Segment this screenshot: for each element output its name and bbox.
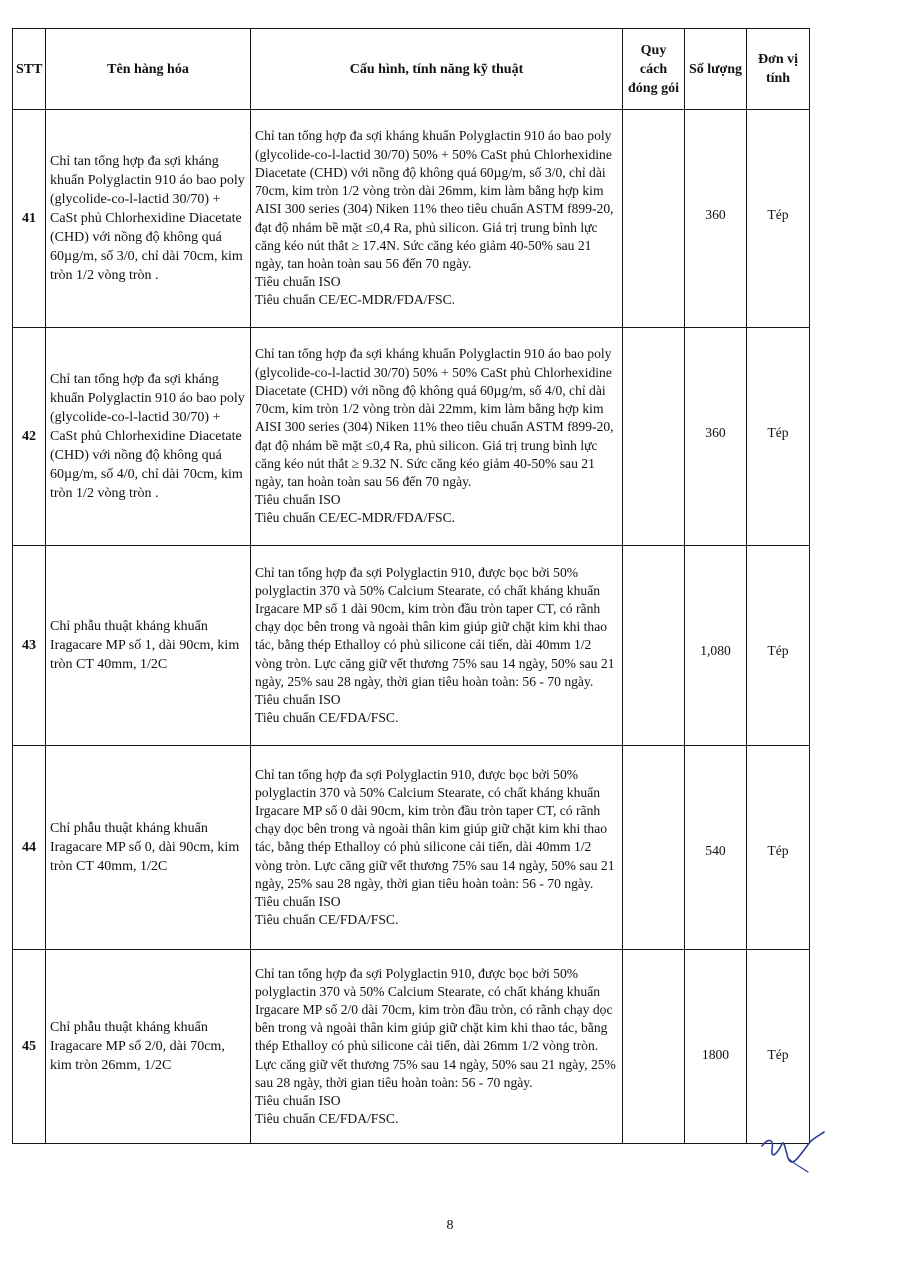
row-unit: Tép (747, 546, 810, 746)
spec-text: Chỉ tan tổng hợp đa sợi Polyglactin 910, được bọc bởi 50% polyglactin 370 và 50% Calcium Stearate, có chất kháng khuẩn Irgacare MP số 1 dài 90cm, kim tròn đầu tròn taper CT, có rãnh chạy dọc bên trong và ngoài thân kim giúp giữ chặt kim khi thao tác, bằng thép Ethalloy có phủ silicone cải tiến, dài 40mm 1/2 vòng tròn. Lực căng giữ vết thương 75% sau 14 ngày, 50% sau 21 ngày, 25% sau 28 ngày, thời gian tiêu hoàn toàn: 56 - 70 ngày. (255, 564, 615, 689)
row-spec (251, 950, 623, 1144)
row-unit: Tép (747, 328, 810, 546)
table-row (13, 746, 810, 950)
signature-mark (758, 1128, 828, 1174)
row-qty: 360 (685, 110, 747, 328)
row-unit: Tép (747, 746, 810, 950)
row-spec (251, 328, 623, 546)
row-name: Chỉ tan tổng hợp đa sợi kháng khuẩn Polyglactin 910 áo bao poly (glycolide-co-l-lactid 30/70) + CaSt phủ Chlorhexidine Diacetate (CHD) với nồng độ không quá 60µg/m, số 3/0, chỉ dài 70cm, kim tròn 1/2 vòng tròn . (46, 110, 251, 328)
table-row (13, 110, 810, 328)
row-stt: 41 (13, 110, 46, 328)
row-spec (251, 110, 623, 328)
row-name: Chỉ tan tổng hợp đa sợi kháng khuẩn Polyglactin 910 áo bao poly (glycolide-co-l-lactid 30/70) + CaSt phủ Chlorhexidine Diacetate (CHD) với nồng độ không quá 60µg/m, số 4/0, chỉ dài 70cm, kim tròn 1/2 vòng tròn . (46, 328, 251, 546)
spec-standard-ce: Tiêu chuẩn CE/EC-MDR/FDA/FSC. (255, 510, 456, 526)
spec-text: Chỉ tan tổng hợp đa sợi kháng khuẩn Polyglactin 910 áo bao poly (glycolide-co-l-lactid 30/70) 50% + 50% CaSt phủ Chlorhexidine Diacetate (CHD) với nồng độ không quá 60µg/m, số 4/0, chỉ dài 70cm, kim tròn 1/2 vòng tròn dài 22mm, kim làm bằng hợp kim AISI 300 series (304) Niken 11% theo tiêu chuẩn ASTM f899-20, đạt độ nhám bề mặt ≤0,4 Ra, phủ silicon. Giá trị trung bình lực căng kéo nút thắt ≥ 9.32 N. Sức căng kéo giảm 40-50% sau 21 ngày, tan hoàn toàn sau 56 đến 70 ngày. (255, 346, 614, 489)
row-qty: 360 (685, 328, 747, 546)
row-spec (251, 546, 623, 746)
table-row (13, 328, 810, 546)
spec-text: Chỉ tan tổng hợp đa sợi kháng khuẩn Polyglactin 910 áo bao poly (glycolide-co-l-lactid 30/70) 50% + 50% CaSt phủ Chlorhexidine Diacetate (CHD) với nồng độ không quá 60µg/m, số 3/0, chỉ dài 70cm, kim tròn 1/2 vòng tròn dài 26mm, kim làm bằng hợp kim AISI 300 series (304) Niken 11% theo tiêu chuẩn ASTM f899-20, đạt độ nhám bề mặt ≤0,4 Ra, phủ silicon. Giá trị trung bình lực căng kéo nút thắt ≥ 17.4N. Sức căng kéo giảm 40-50% sau 21 ngày, tan hoàn toàn sau 56 đến 70 ngày. (255, 128, 614, 271)
spec-standard-iso: Tiêu chuẩn ISO (255, 692, 341, 707)
row-unit: Tép (747, 950, 810, 1144)
row-unit: Tép (747, 110, 810, 328)
header-name: Tên hàng hóa (46, 29, 251, 110)
row-stt: 42 (13, 328, 46, 546)
table-row (13, 950, 810, 1144)
header-qty: Số lượng (685, 29, 747, 110)
row-name: Chỉ phẫu thuật kháng khuẩn Iragacare MP số 2/0, dài 70cm, kim tròn 26mm, 1/2C (46, 950, 251, 1144)
spec-text: Chỉ tan tổng hợp đa sợi Polyglactin 910, được bọc bởi 50% polyglactin 370 và 50% Calcium Stearate, có chất kháng khuẩn Irgacare MP số 0 dài 90cm, kim tròn đầu tròn taper CT, có rãnh chạy dọc bên trong và ngoài thân kim giúp giữ chặt kim khi thao tác, bằng thép Ethalloy có phủ silicone cải tiến, dài 40mm 1/2 vòng tròn. Lực căng giữ vết thương 75% sau 14 ngày, 50% sau 21 ngày, 25% sau 28 ngày, thời gian tiêu hoàn toàn: 56 - 70 ngày. (255, 766, 615, 891)
row-qty: 1800 (685, 950, 747, 1144)
row-stt: 43 (13, 546, 46, 746)
row-qty: 540 (685, 746, 747, 950)
row-pack (623, 110, 685, 328)
row-spec (251, 746, 623, 950)
spec-text: Chỉ tan tổng hợp đa sợi Polyglactin 910, được bọc bởi 50% polyglactin 370 và 50% Calcium Stearate, có chất kháng khuẩn Irgacare MP số 2/0 dài 70cm, kim tròn đầu tròn, có rãnh chạy dọc bên trong và ngoài thân kim giúp giữ chặt kim khi thao tác, bằng thép Ethalloy có phủ silicone cải tiến, dài 26mm 1/2 vòng tròn. Lực căng giữ vết thương 75% sau 14 ngày, 50% sau 21 ngày, 25% sau 28 ngày, thời gian tiêu hoàn toàn: 56 - 70 ngày. (255, 965, 616, 1090)
row-name: Chỉ phẫu thuật kháng khuẩn Iragacare MP số 0, dài 90cm, kim tròn CT 40mm, 1/2C (46, 746, 251, 950)
header-spec: Cấu hình, tính năng kỹ thuật (251, 29, 623, 110)
header-unit: Đơn vị tính (747, 29, 810, 110)
table-row (13, 546, 810, 746)
spec-standard-ce: Tiêu chuẩn CE/FDA/FSC. (255, 912, 399, 928)
row-name: Chỉ phẫu thuật kháng khuẩn Iragacare MP số 1, dài 90cm, kim tròn CT 40mm, 1/2C (46, 546, 251, 746)
row-stt: 44 (13, 746, 46, 950)
row-pack (623, 546, 685, 746)
page-number: 8 (446, 1218, 454, 1233)
row-pack (623, 328, 685, 546)
header-stt: STT (13, 29, 46, 110)
row-pack (623, 746, 685, 950)
spec-standard-ce: Tiêu chuẩn CE/FDA/FSC. (255, 1111, 399, 1127)
table-header-row (13, 29, 810, 110)
row-qty: 1,080 (685, 546, 747, 746)
spec-standard-iso: Tiêu chuẩn ISO (255, 492, 341, 508)
spec-standard-ce: Tiêu chuẩn CE/EC-MDR/FDA/FSC. (255, 292, 456, 308)
spec-standard-iso: Tiêu chuẩn ISO (255, 274, 341, 290)
product-table (12, 28, 810, 1144)
header-pack: Quy cách đóng gói (623, 29, 685, 110)
row-stt: 45 (13, 950, 46, 1144)
spec-standard-iso: Tiêu chuẩn ISO (255, 894, 341, 909)
row-pack (623, 950, 685, 1144)
spec-standard-iso: Tiêu chuẩn ISO (255, 1093, 341, 1108)
spec-standard-ce: Tiêu chuẩn CE/FDA/FSC. (255, 710, 399, 726)
